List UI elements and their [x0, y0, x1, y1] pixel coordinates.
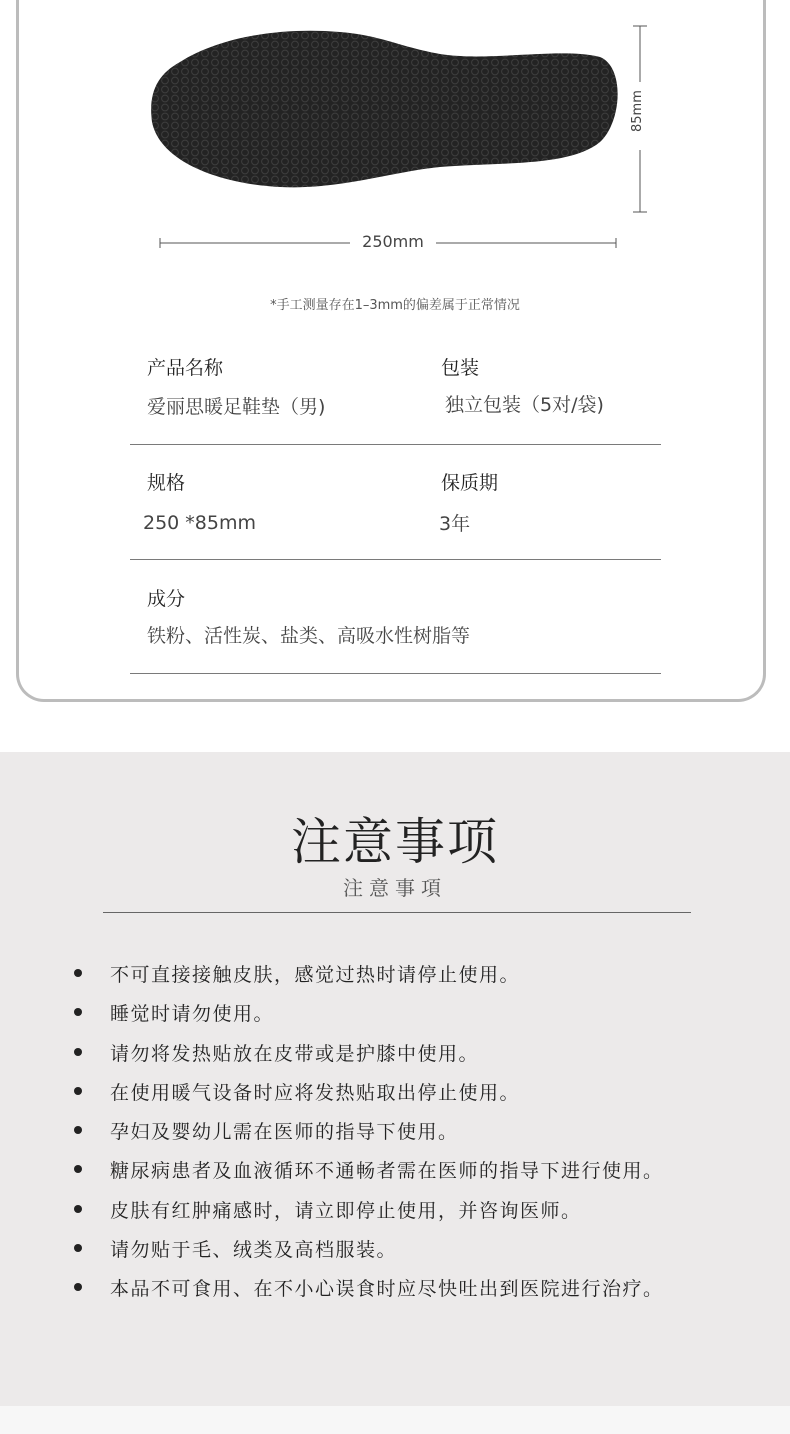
- bullet-icon: [74, 1244, 82, 1252]
- shelf-life-value: 3年: [439, 513, 471, 535]
- bullet-icon: [74, 1205, 82, 1213]
- caution-text: 孕妇及婴幼儿需在医师的指导下使用。: [110, 1121, 459, 1144]
- bullet-icon: [74, 1283, 82, 1291]
- bullet-icon: [74, 1048, 82, 1056]
- cautions-subtitle: 注意事項: [343, 876, 447, 900]
- height-dimension-label: 85mm: [630, 90, 645, 132]
- cautions-divider: [103, 912, 691, 913]
- cautions-section: [0, 752, 790, 1406]
- name-value: 爱丽思暖足鞋垫（男): [147, 396, 326, 418]
- bottom-strip: [0, 1406, 790, 1434]
- caution-text: 睡觉时请勿使用。: [110, 1003, 275, 1026]
- cautions-title: 注意事项: [291, 813, 499, 871]
- shelf-life-label: 保质期: [441, 472, 499, 494]
- size-label: 规格: [147, 472, 186, 494]
- bullet-icon: [74, 969, 82, 977]
- package-label: 包装: [441, 357, 480, 379]
- caution-text: 不可直接接触皮肤，感觉过热时请停止使用。: [110, 964, 521, 986]
- bullet-icon: [74, 1087, 82, 1095]
- bullet-icon: [74, 1165, 82, 1173]
- caution-text: 请勿将发热贴放在皮带或是护膝中使用。: [110, 1042, 480, 1065]
- divider: [130, 559, 661, 560]
- caution-text: 请勿贴于毛、绒类及高档服装。: [110, 1239, 398, 1262]
- divider: [130, 673, 661, 674]
- package-value: 独立包装（5对/袋): [445, 394, 604, 416]
- bullet-icon: [74, 1126, 82, 1134]
- ingredients-label: 成分: [147, 588, 186, 610]
- ingredients-value: 铁粉、活性炭、盐类、高吸水性树脂等: [147, 625, 471, 647]
- size-value: 250 *85mm: [143, 512, 256, 534]
- measurement-note: *手工测量存在1–3mm的偏差属于正常情况: [270, 298, 520, 313]
- divider: [130, 444, 661, 445]
- name-label: 产品名称: [147, 357, 224, 379]
- insole-image: [140, 22, 630, 202]
- caution-text: 糖尿病患者及血液循环不通畅者需在医师的指导下进行使用。: [110, 1160, 664, 1183]
- caution-text: 在使用暖气设备时应将发热贴取出停止使用。: [110, 1081, 521, 1104]
- caution-text: 本品不可食用、在不小心误食时应尽快吐出到医院进行治疗。: [110, 1278, 664, 1301]
- width-dimension-label: 250mm: [350, 232, 436, 251]
- caution-text: 皮肤有红肿痛感时，请立即停止使用，并咨询医师。: [110, 1199, 582, 1222]
- bullet-icon: [74, 1008, 82, 1016]
